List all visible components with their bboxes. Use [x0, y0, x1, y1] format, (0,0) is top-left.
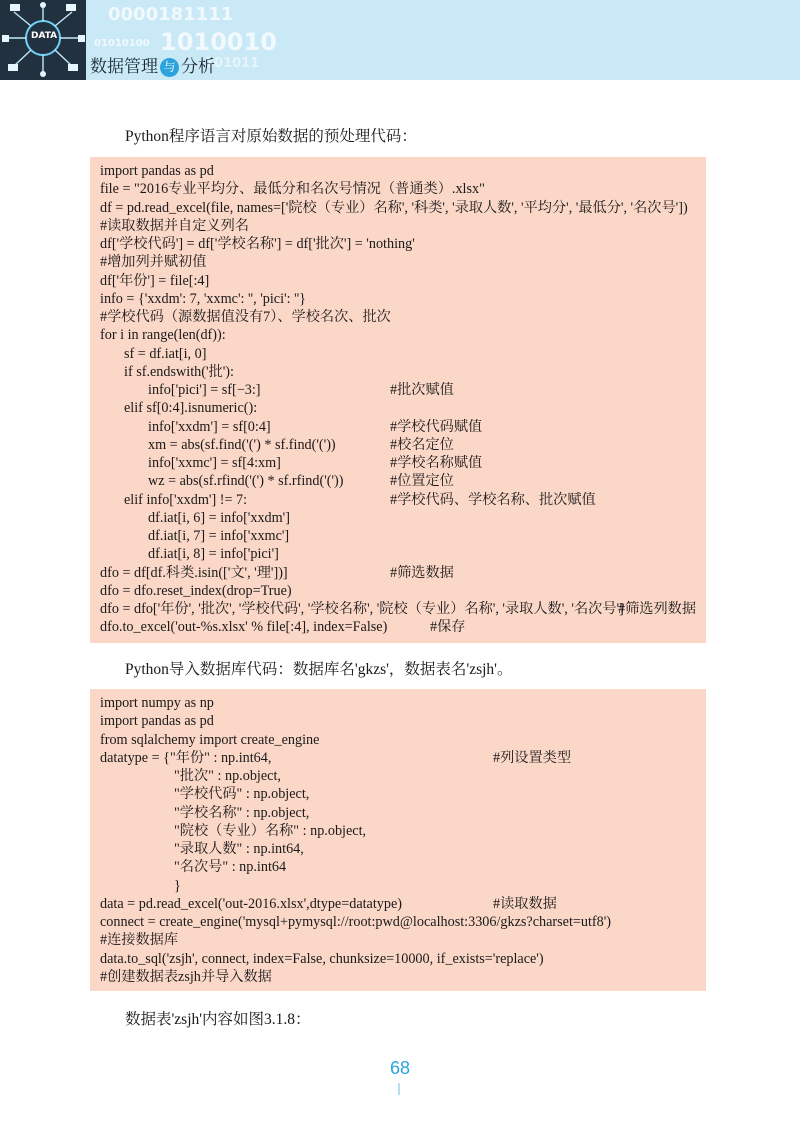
intro-db-import: Python导入数据库代码：数据库名'gkzs'，数据表名'zsjh'。 — [125, 661, 513, 678]
code-line — [100, 199, 706, 217]
code-text: import numpy as np — [100, 695, 214, 711]
code-line — [100, 822, 706, 840]
db-import-code-block — [90, 689, 706, 991]
intro-preprocessing: Python程序语言对原始数据的预处理代码： — [125, 128, 417, 145]
code-text: elif info['xxdm'] != 7: — [124, 491, 248, 508]
code-text: file = "2016专业平均分、最低分和名次号情况（普通类）.xlsx" — [100, 181, 485, 198]
code-line — [100, 363, 706, 381]
binary-deco-3: 1010010 — [160, 28, 277, 56]
code-line — [100, 767, 706, 785]
code-line — [100, 235, 706, 253]
code-line — [100, 272, 706, 290]
code-line — [100, 454, 706, 472]
code-line — [100, 877, 706, 895]
code-text: info = {'xxdm': 7, 'xxmc': '', 'pici': ''} — [100, 290, 306, 307]
code-text: } — [174, 877, 181, 894]
binary-deco-1: 0000181111 — [108, 4, 234, 25]
code-text: dfo = dfo.reset_index(drop=True) — [100, 582, 292, 599]
code-text: #连接数据库 — [100, 932, 179, 949]
code-line — [100, 858, 706, 876]
code-text: "录取人数" : np.int64, — [174, 841, 304, 857]
code-line — [100, 217, 706, 235]
code-line — [100, 895, 706, 913]
code-line — [100, 694, 706, 712]
code-text: xm = abs(sf.find('(') * sf.find('(')) — [148, 436, 336, 453]
binary-deco-4: 101011 — [205, 56, 260, 71]
data-management-thumbnail — [0, 0, 86, 80]
code-text: "学校代码" : np.object, — [174, 786, 310, 803]
code-line — [100, 491, 706, 509]
code-line — [100, 582, 706, 600]
code-text: df['学校代码'] = df['学校名称'] = df['批次'] = 'nothing' — [100, 236, 415, 252]
code-line — [100, 290, 706, 308]
code-line — [100, 345, 706, 363]
code-text: data = pd.read_excel('out-2016.xlsx',dtype=datatype) — [100, 895, 403, 912]
code-comment: #学校名称赋值 — [390, 455, 483, 471]
code-text: #读取数据并自定义列名 — [100, 217, 249, 234]
code-text: for i in range(len(df)): — [100, 327, 226, 344]
code-comment: #学校代码赋值 — [390, 418, 483, 435]
code-line — [100, 545, 706, 563]
code-text: "学校名称" : np.object, — [174, 804, 310, 821]
code-text: if sf.endswith('批'): — [124, 363, 234, 380]
code-line — [100, 968, 706, 986]
code-line — [100, 913, 706, 931]
code-comment: #批次赋值 — [390, 382, 454, 398]
code-text: #学校代码（源数据值没有7）、学校名次、批次 — [100, 309, 391, 325]
code-line — [100, 399, 706, 417]
code-text: #增加列并赋初值 — [100, 254, 207, 271]
book-title — [90, 52, 215, 77]
code-text: dfo.to_excel('out-%s.xlsx' % file[:4], index=False) — [100, 619, 388, 636]
page-header — [0, 0, 800, 80]
code-comment: #读取数据 — [493, 895, 557, 912]
code-text: import pandas as pd — [100, 713, 214, 730]
code-text: dfo = df[df.科类.isin(['文', '理'])] — [100, 564, 288, 581]
code-text: "名次号" : np.int64 — [174, 859, 287, 876]
code-line — [100, 381, 706, 399]
code-text: "批次" : np.object, — [174, 768, 281, 784]
thumbnail-label: DATA — [31, 31, 58, 41]
code-text: dfo = dfo['年份', '批次', '学校代码', '学校名称', '院校（专业）名称', '录取人数', '名次号'] — [100, 601, 624, 617]
code-line — [100, 418, 706, 436]
code-line — [100, 326, 706, 344]
page-number: 68 — [389, 1058, 411, 1078]
book-title-part-2: 分析 — [181, 57, 215, 77]
code-line — [100, 749, 706, 767]
code-line — [100, 527, 706, 545]
code-comment: #筛选数据 — [390, 564, 454, 581]
code-text: connect = create_engine('mysql+pymysql://root:pwd@localhost:3306/gkzs?charset=utf8') — [100, 914, 612, 930]
code-line — [100, 785, 706, 803]
code-line — [100, 253, 706, 271]
code-line — [100, 308, 706, 326]
code-comment: #学校代码、学校名称、批次赋值 — [390, 491, 596, 508]
code-line — [100, 162, 706, 180]
code-text: info['pici'] = sf[−3:] — [148, 382, 261, 398]
code-text: "院校（专业）名称" : np.object, — [174, 822, 367, 839]
code-line — [100, 731, 706, 749]
code-line — [100, 472, 706, 490]
code-line — [100, 618, 706, 636]
code-text: info['xxmc'] = sf[4:xm] — [148, 455, 281, 471]
code-text: #创建数据表zsjh并导入数据 — [100, 968, 272, 985]
code-text: import pandas as pd — [100, 163, 214, 179]
code-text: wz = abs(sf.rfind('(') * sf.rfind('(')) — [148, 473, 344, 490]
code-text: df.iat[i, 8] = info['pici'] — [148, 546, 279, 563]
code-line — [100, 950, 706, 968]
book-title-part-1: 数据管理 — [90, 57, 158, 77]
code-text: df.iat[i, 6] = info['xxdm'] — [148, 509, 290, 526]
code-line — [100, 840, 706, 858]
binary-deco-2: 01010100 — [94, 38, 150, 49]
preprocessing-code-block — [90, 157, 706, 643]
code-line — [100, 436, 706, 454]
code-text: df['年份'] = file[:4] — [100, 272, 210, 289]
code-text: elif sf[0:4].isnumeric(): — [124, 400, 258, 417]
code-line — [100, 931, 706, 949]
code-comment: #筛选列数据 — [618, 601, 697, 617]
intro-table-content: 数据表'zsjh'内容如图3.1.8： — [125, 1011, 311, 1028]
code-line — [100, 600, 706, 618]
code-text: datatype = {"年份" : np.int64, — [100, 749, 272, 766]
code-line — [100, 564, 706, 582]
code-comment: #列设置类型 — [493, 749, 572, 766]
code-line — [100, 180, 706, 198]
code-comment: #保存 — [430, 619, 466, 636]
page-number-bar — [398, 1083, 400, 1095]
code-line — [100, 509, 706, 527]
code-text: info['xxdm'] = sf[0:4] — [148, 418, 271, 435]
code-text: df = pd.read_excel(file, names=['院校（专业）名称', '科类', '录取人数', '平均分', '最低分', '名次号']) — [100, 199, 688, 216]
code-comment: #位置定位 — [390, 473, 454, 490]
code-text: sf = df.iat[i, 0] — [124, 345, 207, 362]
code-line — [100, 804, 706, 822]
book-title-circle: 与 — [160, 58, 179, 77]
code-text: from sqlalchemy import create_engine — [100, 731, 320, 748]
code-line — [100, 712, 706, 730]
code-text: data.to_sql('zsjh', connect, index=False, chunksize=10000, if_exists='replace') — [100, 950, 544, 967]
code-text: df.iat[i, 7] = info['xxmc'] — [148, 528, 290, 544]
code-comment: #校名定位 — [390, 436, 454, 453]
